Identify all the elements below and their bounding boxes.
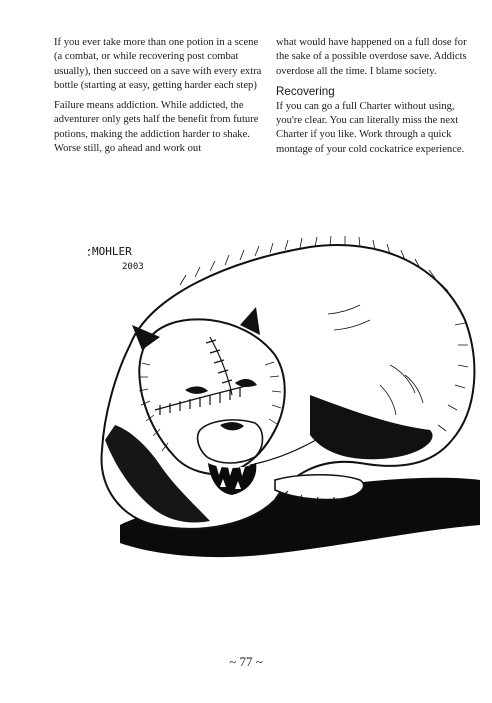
page-number: ~ 77 ~ [229, 654, 263, 669]
paragraph-potion-rule: If you ever take more than one potion in a scene (a combat, or while recovering post combat usually), then succeed on a save with every extra bottle (starting at easy, getting harder each step) [54, 37, 262, 91]
artist-signature [88, 245, 144, 272]
right-column [276, 36, 478, 163]
paragraph-overdose: what would have happened on a full dose for the sake of a possible overdose save. Addicts overdose all the time. I blame society. [276, 37, 467, 77]
paragraph-addiction: Failure means addiction. While addicted, the adventurer only gets half the benefit from future potions, making the addiction harder to shake. Worse still, go ahead and work out [54, 100, 259, 155]
section-heading-recovering: Recovering [276, 84, 335, 98]
bear-illustration [60, 225, 480, 595]
left-column [54, 36, 266, 162]
paragraph-recovering: If you can go a full Charter without using, you're clear. You can literally miss the next Charter if you like. Work through a quick montage of your cold cockatrice experience. [276, 100, 465, 155]
signature-name: MOHLER [92, 245, 132, 258]
signature-year: 2003 [122, 262, 144, 272]
